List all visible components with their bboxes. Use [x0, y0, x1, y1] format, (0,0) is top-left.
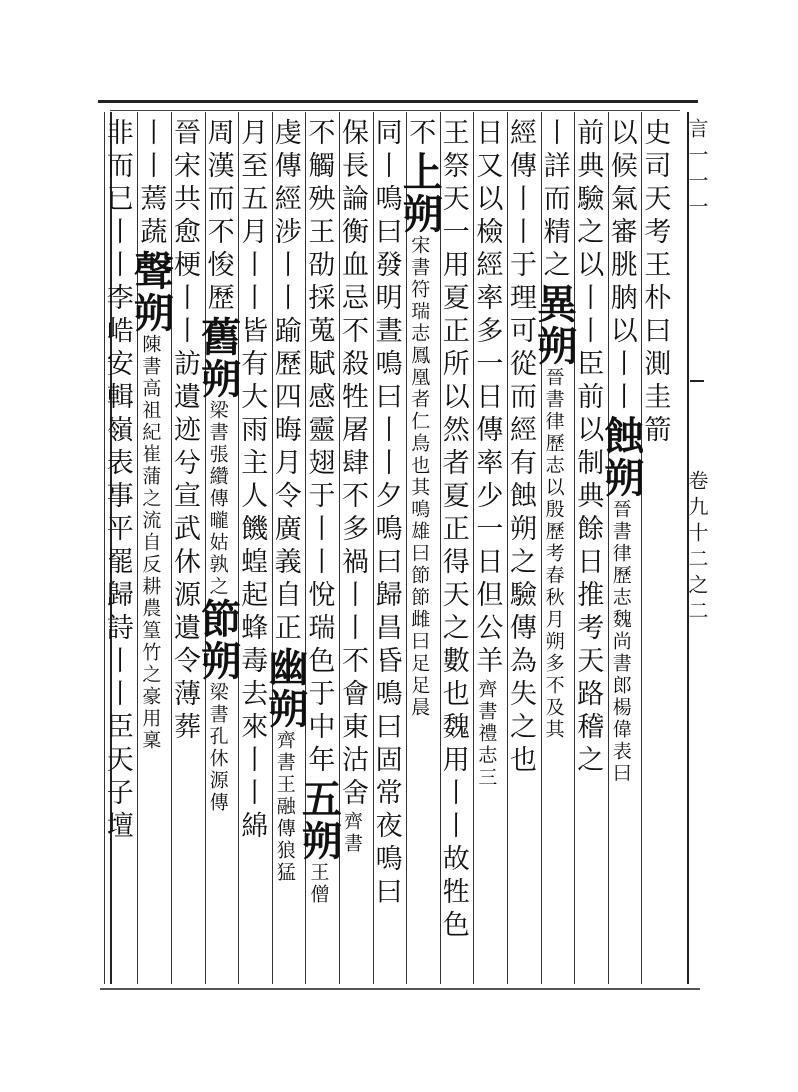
text-column	[505, 118, 542, 980]
text-column	[101, 118, 139, 980]
entry-heading: 舊朔	[194, 316, 242, 400]
text-column	[261, 118, 309, 980]
column-text: 梁書張纘傳曨姑孰之	[206, 400, 229, 598]
column-text: 經傳丨丨于理可從而經有蝕朔之驗傳為失之也	[505, 118, 536, 778]
column-text: 不	[404, 118, 436, 151]
column-text: 月至五月丨丨皆有大雨主人饑蝗起蜂毒去來丨丨綿	[236, 118, 268, 844]
entry-heading: 幽朔	[261, 646, 309, 730]
column-text: 陳書高祖紀崔蒲之流自反耕農篁竹之豪用稟	[139, 334, 162, 752]
text-column	[530, 118, 578, 980]
entry-heading: 上朔	[396, 151, 444, 235]
column-text: 晉書律歷志以殷歷考春秋月朔多不及其	[542, 367, 565, 741]
column-text: 保長論衡血忌不殺牲屠肆不多禍丨丨不會東沽舍	[337, 118, 368, 811]
text-column	[396, 118, 444, 980]
column-text: 宋書符瑞志鳳凰者仁鳥也其鳴雄曰節節雌曰足足晨	[408, 235, 431, 719]
entry-heading: 五朔	[295, 778, 343, 862]
column-text: 史司天考王朴曰測圭箭	[639, 118, 671, 448]
column-text: 前典驗之以丨丨臣前以制典餘日推考天路稽之	[572, 118, 604, 778]
folio-label: 卷九十二之二	[685, 470, 709, 626]
margin-tick	[690, 380, 704, 382]
bottom-border-rule	[100, 988, 700, 990]
column-text: 非而已丨丨李峼安輯嶺表事平罷歸詩丨丨臣天子壇	[101, 118, 133, 844]
text-column	[572, 118, 609, 980]
text-column	[295, 118, 343, 980]
column-text: 丨詳而精之	[538, 118, 570, 283]
text-column	[169, 118, 206, 980]
column-text: 日又以檢經率多一日傳率少一日但公羊	[471, 118, 503, 679]
column-text: 虔傳經涉丨丨踰歷四晦月令廣義自正	[269, 118, 301, 646]
column-text: 晉書律歷志魏尚書郎楊偉表曰	[609, 499, 632, 785]
column-text: 周漢而不悛歷	[202, 118, 234, 316]
column-text: 王僧	[307, 862, 330, 906]
column-text: 晉宋共愈梗丨丨訪遺迹兮宣武休源遺令薄葬	[169, 118, 200, 745]
top-inner-rule	[110, 110, 680, 111]
column-text: 齊書禮志三	[475, 679, 498, 789]
entry-heading: 蝕朔	[597, 415, 645, 499]
column-text: 以候氣審朓朒以丨丨	[605, 118, 637, 415]
text-column	[236, 118, 273, 980]
text-column	[471, 118, 508, 980]
entry-heading: 聲朔	[127, 250, 175, 334]
text-column	[639, 118, 676, 980]
column-text: 同丨鳴曰發明晝鳴曰丨丨夕鳴曰歸昌昏鳴曰固常夜鳴曰	[370, 118, 402, 910]
column-text: 丨丨蔫蔬	[135, 118, 167, 250]
entry-heading: 節朔	[194, 598, 242, 682]
column-text: 王祭天一用夏正所以然者夏正得天之數也魏用丨丨故牲色	[437, 118, 469, 943]
column-text: 不觸殃王劭採蒐賦感靈翅于丨丨悅瑞色于中年	[303, 118, 335, 778]
text-column	[127, 118, 175, 980]
text-column	[437, 118, 475, 980]
top-border-rule	[98, 100, 698, 103]
entry-heading: 異朔	[530, 283, 578, 367]
column-text: 梁書孔休源傳	[206, 682, 229, 814]
text-column	[194, 118, 242, 980]
text-column	[370, 118, 408, 980]
text-column	[337, 118, 374, 980]
text-column	[597, 118, 645, 980]
column-text: 齊書王融傳狼猛	[273, 730, 296, 884]
margin-top-text: 言一一一	[685, 118, 709, 222]
column-text: 齊書	[341, 811, 363, 855]
